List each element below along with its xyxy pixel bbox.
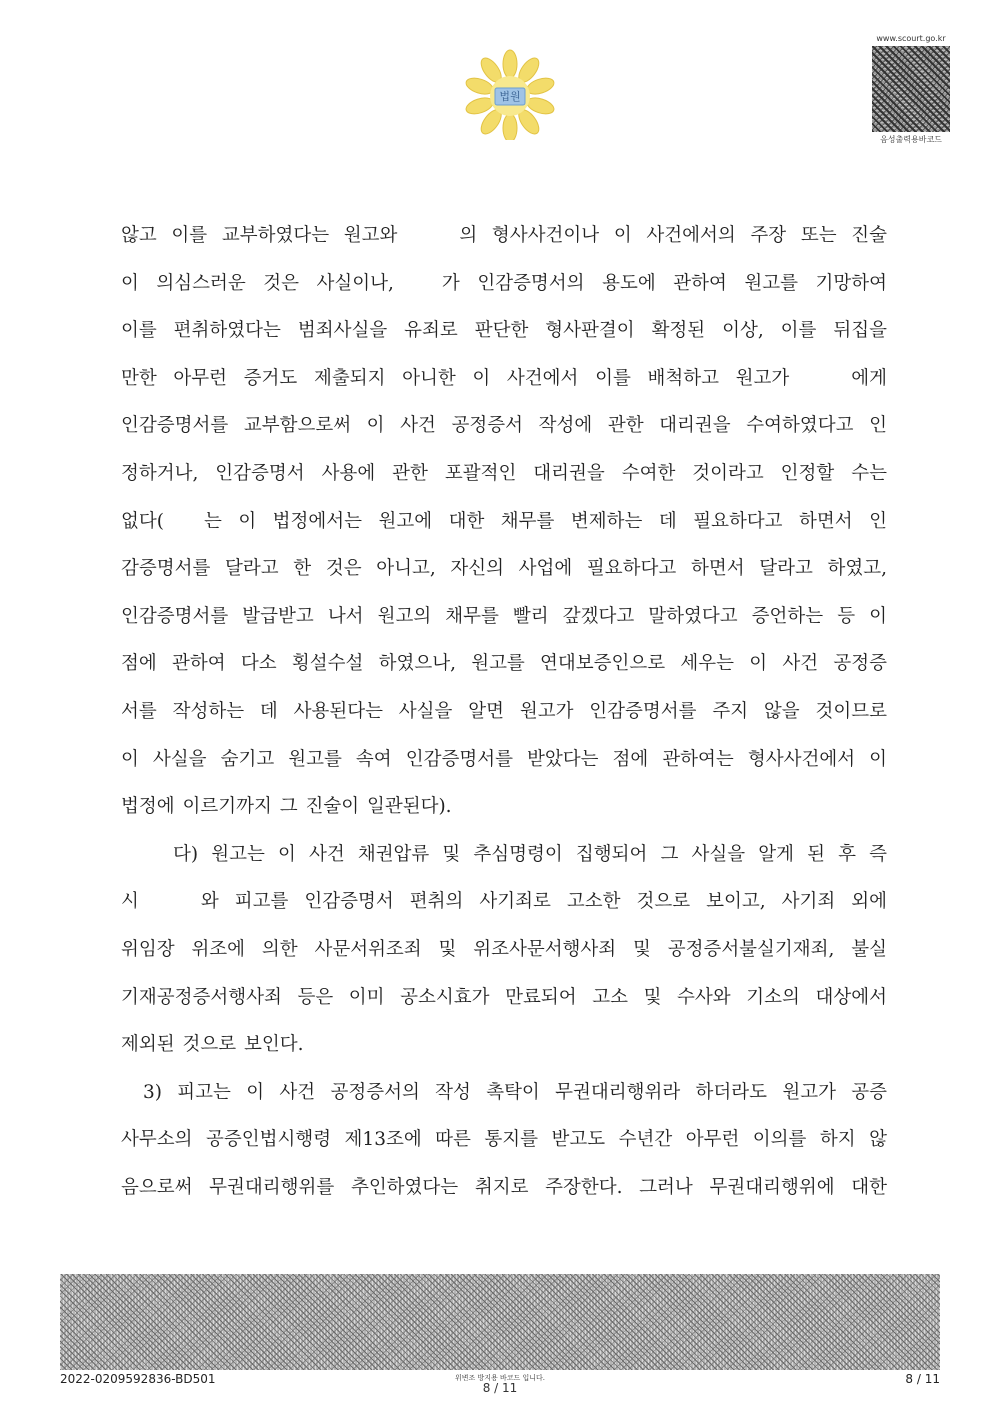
text-line: 음으로써 무권대리행위를 추인하였다는 취지로 주장한다. 그러나 무권대리행위에 대한 bbox=[121, 1176, 887, 1198]
text-line: 이 사실을 숨기고 원고를 속여 인감증명서를 받았다는 점에 관하여는 형사사건에서 이 bbox=[121, 748, 887, 770]
site-url: www.scourt.go.kr bbox=[876, 34, 946, 43]
text-line: 법정에 이르기까지 그 진술이 일관된다). bbox=[121, 796, 452, 818]
text-line: 제외된 것으로 보인다. bbox=[121, 1034, 304, 1056]
page-number-right: 8 / 11 bbox=[905, 1372, 940, 1386]
document-id: 2022-0209592836-BD501 bbox=[60, 1372, 216, 1386]
text-line: 점에 관하여 다소 횡설수설 하였으나, 원고를 연대보증인으로 세우는 이 사건 공정증 bbox=[121, 653, 887, 675]
text-line: 위임장 위조에 의한 사문서위조죄 및 위조사문서행사죄 및 공정증서불실기재죄, 불실 bbox=[121, 938, 887, 960]
text-line: 만한 아무런 증거도 제출되지 아니한 이 사건에서 이를 배척하고 원고가 에게 bbox=[121, 367, 887, 389]
text-line: 감증명서를 달라고 한 것은 아니고, 자신의 사업에 필요하다고 하면서 달라고 하였고, bbox=[121, 558, 887, 580]
text-line: 이 의심스러운 것은 사실이나, 가 인감증명서의 용도에 관하여 원고를 기망하여 bbox=[121, 272, 887, 294]
text-line: 사무소의 공증인법시행령 제13조에 따른 통지를 받고도 수년간 아무런 이의를 하지 않 bbox=[121, 1129, 887, 1151]
text-line: 인감증명서를 발급받고 나서 원고의 채무를 빨리 갚겠다고 말하였다고 증언하는 등 이 bbox=[121, 605, 887, 627]
text-line: 않고 이를 교부하였다는 원고와 의 형사사건이나 이 사건에서의 주장 또는 진술 bbox=[121, 225, 888, 246]
text-line: 없다( 는 이 법정에서는 원고에 대한 채무를 변제하는 데 필요하다고 하면서 인 bbox=[121, 510, 887, 532]
anti-forgery-barcode bbox=[60, 1274, 940, 1370]
text-line: 시 와 피고를 인감증명서 편취의 사기죄로 고소한 것으로 보이고, 사기죄 외에 bbox=[121, 891, 887, 913]
text-line: 다) 원고는 이 사건 채권압류 및 추심명령이 집행되어 그 사실을 알게 된 후 즉 bbox=[173, 843, 887, 865]
emblem-text: 법원 bbox=[499, 90, 521, 103]
anti-forgery-notice: 위변조 방지용 바코드 입니다. bbox=[454, 1374, 546, 1382]
text-line: 인감증명서를 교부함으로써 이 사건 공정증서 작성에 관한 대리권을 수여하였다고 인 bbox=[121, 415, 887, 437]
voice-barcode bbox=[872, 46, 950, 132]
text-line: 이를 편취하였다는 범죄사실을 유죄로 판단한 형사판결이 확정된 이상, 이를 뒤집을 bbox=[121, 320, 887, 342]
text-line: 3) 피고는 이 사건 공정증서의 작성 촉탁이 무권대리행위라 하더라도 원고가 공증 bbox=[143, 1081, 887, 1103]
page-number-center: 8 / 11 bbox=[482, 1381, 518, 1395]
court-emblem bbox=[462, 48, 558, 140]
document-body bbox=[121, 212, 887, 1211]
text-line: 기재공정증서행사죄 등은 이미 공소시효가 만료되어 고소 및 수사와 기소의 대상에서 bbox=[121, 986, 887, 1008]
text-line: 정하거나, 인감증명서 사용에 관한 포괄적인 대리권을 수여한 것이라고 인정할 수는 bbox=[121, 462, 887, 484]
text-line: 서를 작성하는 데 사용된다는 사실을 알면 원고가 인감증명서를 주지 않을 것이므로 bbox=[121, 700, 887, 722]
barcode-caption: 음성출력용바코드 bbox=[880, 135, 942, 144]
